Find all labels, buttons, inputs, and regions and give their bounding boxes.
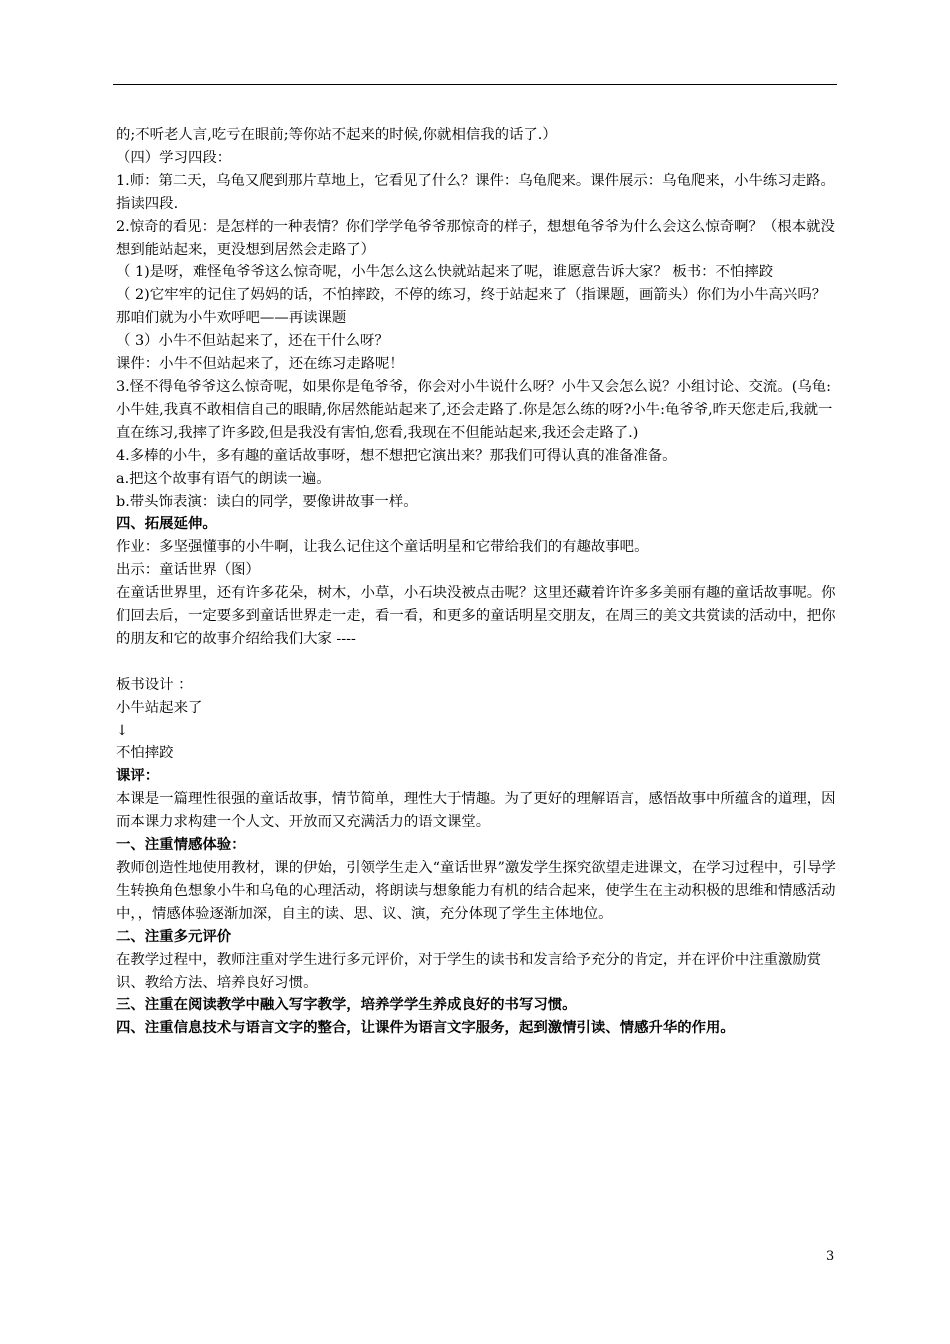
board-design-title: 小牛站起来了 [116, 699, 203, 716]
paragraph: 出示：童话世界（图） [116, 562, 260, 579]
review-point-1: 一、注重情感体验： [116, 836, 246, 854]
paragraph: （ 1)是呀，难怪龟爷爷这么惊奇呢，小牛怎么这么快就站起来了呢，谁愿意告诉大家？ 板书：不怕摔跤 [116, 264, 774, 281]
paragraph: b.带头饰表演：读白的同学，要像讲故事一样。 [116, 493, 418, 510]
paragraph: a.把这个故事有语气的朗读一遍。 [116, 470, 331, 487]
page-number: 3 [826, 1249, 835, 1264]
paragraph: （ 2)它牢牢的记住了妈妈的话，不怕摔跤，不停的练习，终于站起来了（指课题，画箭头）你们为小牛高兴吗？那咱们就为小牛欢呼吧——再读课题 [116, 287, 827, 327]
paragraph: 作业：多坚强懂事的小牛啊，让我么记住这个童话明星和它带给我们的有趣故事吧。 [116, 539, 649, 556]
paragraph: 2.惊奇的看见：是怎样的一种表情？你们学学龟爷爷那惊奇的样子，想想龟爷爷为什么会这么惊奇啊？（根本就没想到能站起来，更没想到居然会走路了） [116, 218, 835, 258]
board-design-note: 不怕摔跤 [116, 745, 174, 762]
paragraph: 本课是一篇理性很强的童话故事，情节简单，理性大于情趣。为了更好的理解语言，感悟故事中所蕴含的道理，因而本课力求构建一个人文、开放而又充满活力的语文课堂。 [116, 791, 836, 831]
paragraph: 在教学过程中，教师注重对学生进行多元评价，对于学生的读书和发言给予充分的肯定，并在评价中注重激励赏识、教给方法、培养良好习惯。 [116, 951, 822, 991]
review-point-3: 三、注重在阅读教学中融入写字教学，培养学学生养成良好的书写习惯。 [116, 996, 577, 1014]
review-point-4: 四、注重信息技术与语言文字的整合，让课件为语言文字服务，起到激情引读、情感升华的作用。 [116, 1019, 735, 1037]
section-heading-extension: 四、拓展延伸。 [116, 515, 217, 533]
paragraph: 的;不听老人言,吃亏在眼前;等你站不起来的时候,你就相信我的话了.） [116, 127, 557, 143]
review-point-2: 二、注重多元评价 [116, 927, 232, 945]
blank-line [116, 651, 838, 674]
paragraph: 课件：小牛不但站起来了，还在练习走路呢！ [116, 356, 404, 373]
paragraph: 在童话世界里，还有许多花朵，树木，小草，小石块没被点击呢？这里还藏着许许多多美丽有趣的童话故事呢。你们回去后，一定要多到童话世界走一走，看一看，和更多的童话明星交朋友，在周三的美文共赏读的活动中，把你的朋友和它的故事介绍给我们大家 ---- [116, 585, 836, 647]
board-design-heading: 板书设计 ： [116, 676, 193, 693]
paragraph: 教师创造性地使用教材，课的伊始，引领学生走入“童话世界”激发学生探究欲望走进课文，在学习过程中，引导学生转换角色想象小牛和乌龟的心理活动，将朗读与想象能力有机的结合起来，使学生在主动积极的思维和情感活动中，，情感体验逐渐加深，自主的读、思、议、演，充分体现了学生主体地位。 [116, 859, 836, 922]
paragraph: 1.师：第二天，乌龟又爬到那片草地上，它看见了什么？课件：乌龟爬来。课件展示：乌龟爬来，小牛练习走路。指读四段. [116, 172, 835, 212]
down-arrow-icon: ↓ [116, 722, 129, 739]
paragraph: 3.怪不得龟爷爷这么惊奇呢，如果你是龟爷爷，你会对小牛说什么呀？小牛又会怎么说？小组讨论、交流。(乌龟:小牛娃,我真不敢相信自己的眼睛,你居然能站起来了,还会走路了.你是怎么练的呀?小牛:龟爷爷,昨天您走后,我就一直在练习,我摔了许多跤,但是我没有害怕,您看,我现在不但能站起来,我还会走路了.) [116, 378, 833, 441]
section-heading-4: （四）学习四段： [116, 149, 232, 166]
header-rule [113, 84, 837, 85]
paragraph: 4.多棒的小牛，多有趣的童话故事呀，想不想把它演出来？那我们可得认真的准备准备。 [116, 447, 677, 464]
document-body [116, 124, 838, 1040]
paragraph: （ 3）小牛不但站起来了，还在干什么呀？ [116, 333, 389, 350]
review-heading: 课评： [116, 767, 160, 785]
